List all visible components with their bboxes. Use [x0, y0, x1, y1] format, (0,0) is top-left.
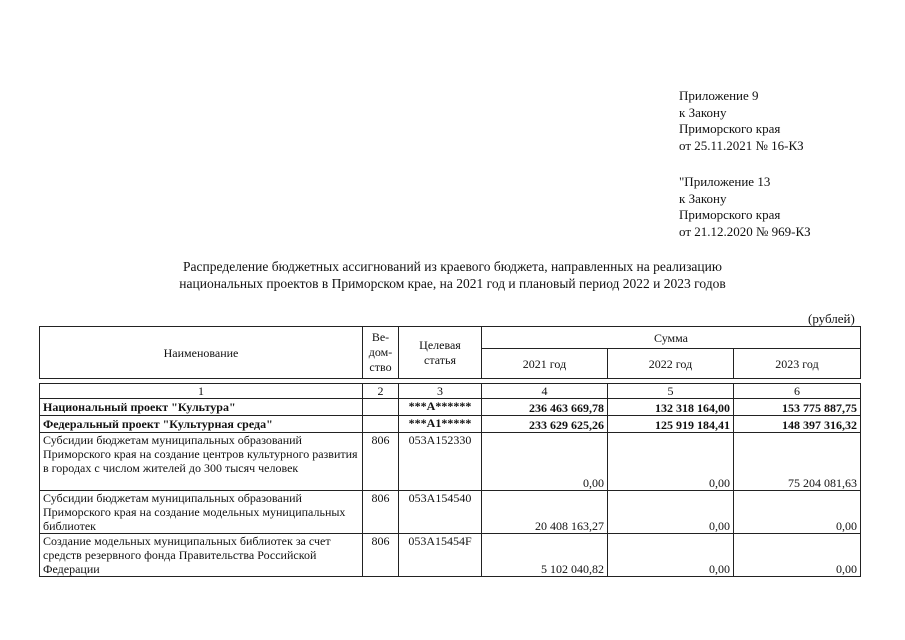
appendix-line: Приморского края [679, 121, 781, 136]
column-number: 5 [608, 384, 734, 399]
row-dept: 806 [363, 534, 399, 577]
row-value-2023: 148 397 316,32 [734, 416, 861, 433]
header-year-2022: 2022 год [608, 349, 734, 379]
row-value-2023: 153 775 887,75 [734, 399, 861, 416]
column-number: 1 [40, 384, 363, 399]
row-value-2023: 0,00 [734, 491, 861, 534]
row-dept [363, 399, 399, 416]
row-code: 053А15454F [399, 534, 482, 577]
header-year-2023: 2023 год [734, 349, 861, 379]
row-name: Субсидии бюджетам муниципальных образований Приморского края на создание центров культурного развития в городах с числом жителей до 300 тысяч человек [40, 433, 363, 491]
appendix-line: "Приложение 13 [679, 174, 771, 189]
table-row [40, 534, 861, 577]
table-row [40, 491, 861, 534]
appendix-reference-2 [679, 174, 811, 240]
row-value-2022: 0,00 [608, 534, 734, 577]
appendix-line: Приложение 9 [679, 88, 759, 103]
column-number: 2 [363, 384, 399, 399]
row-value-2021: 233 629 625,26 [482, 416, 608, 433]
header-dept: Ве- дом- ство [363, 327, 399, 379]
column-number: 3 [399, 384, 482, 399]
row-dept: 806 [363, 433, 399, 491]
row-code: ***А****** [399, 399, 482, 416]
document-title [0, 258, 905, 292]
row-value-2021: 236 463 669,78 [482, 399, 608, 416]
header-name: Наименование [40, 327, 363, 379]
row-value-2021: 5 102 040,82 [482, 534, 608, 577]
table-row [40, 416, 861, 433]
table-row [40, 399, 861, 416]
appendix-line: от 21.12.2020 № 969-КЗ [679, 223, 811, 239]
title-line: Распределение бюджетных ассигнований из краевого бюджета, направленных на реализацию [183, 259, 722, 274]
row-name: Создание модельных муниципальных библиотек за счет средств резервного фонда Правительства Российской Федерации [40, 534, 363, 577]
header-year-2021: 2021 год [482, 349, 608, 379]
header-target: Целевая статья [399, 327, 482, 379]
row-code: 053А152330 [399, 433, 482, 491]
row-value-2022: 132 318 164,00 [608, 399, 734, 416]
appendix-line: к Закону [679, 190, 727, 206]
table-row [40, 433, 861, 491]
units-label: (рублей) [808, 311, 855, 326]
row-code: ***А1***** [399, 416, 482, 433]
row-name: Субсидии бюджетам муниципальных образований Приморского края на создание модельных муниципальных библиотек [40, 491, 363, 534]
row-dept: 806 [363, 491, 399, 534]
column-number: 4 [482, 384, 608, 399]
row-value-2022: 125 919 184,41 [608, 416, 734, 433]
row-dept [363, 416, 399, 433]
appendix-reference-1 [679, 88, 804, 154]
budget-table [39, 326, 861, 577]
title-line: национальных проектов в Приморском крае, на 2021 год и плановый период 2022 и 2023 годов [179, 276, 726, 291]
row-name: Федеральный проект "Культурная среда" [40, 416, 363, 433]
row-value-2022: 0,00 [608, 491, 734, 534]
appendix-line: к Закону [679, 104, 727, 120]
header-sum: Сумма [482, 327, 861, 349]
row-value-2021: 20 408 163,27 [482, 491, 608, 534]
appendix-line: Приморского края [679, 207, 781, 222]
row-name: Национальный проект "Культура" [40, 399, 363, 416]
appendix-line: от 25.11.2021 № 16-КЗ [679, 137, 804, 153]
column-number: 6 [734, 384, 861, 399]
row-code: 053А154540 [399, 491, 482, 534]
row-value-2023: 75 204 081,63 [734, 433, 861, 491]
row-value-2023: 0,00 [734, 534, 861, 577]
row-value-2022: 0,00 [608, 433, 734, 491]
row-value-2021: 0,00 [482, 433, 608, 491]
